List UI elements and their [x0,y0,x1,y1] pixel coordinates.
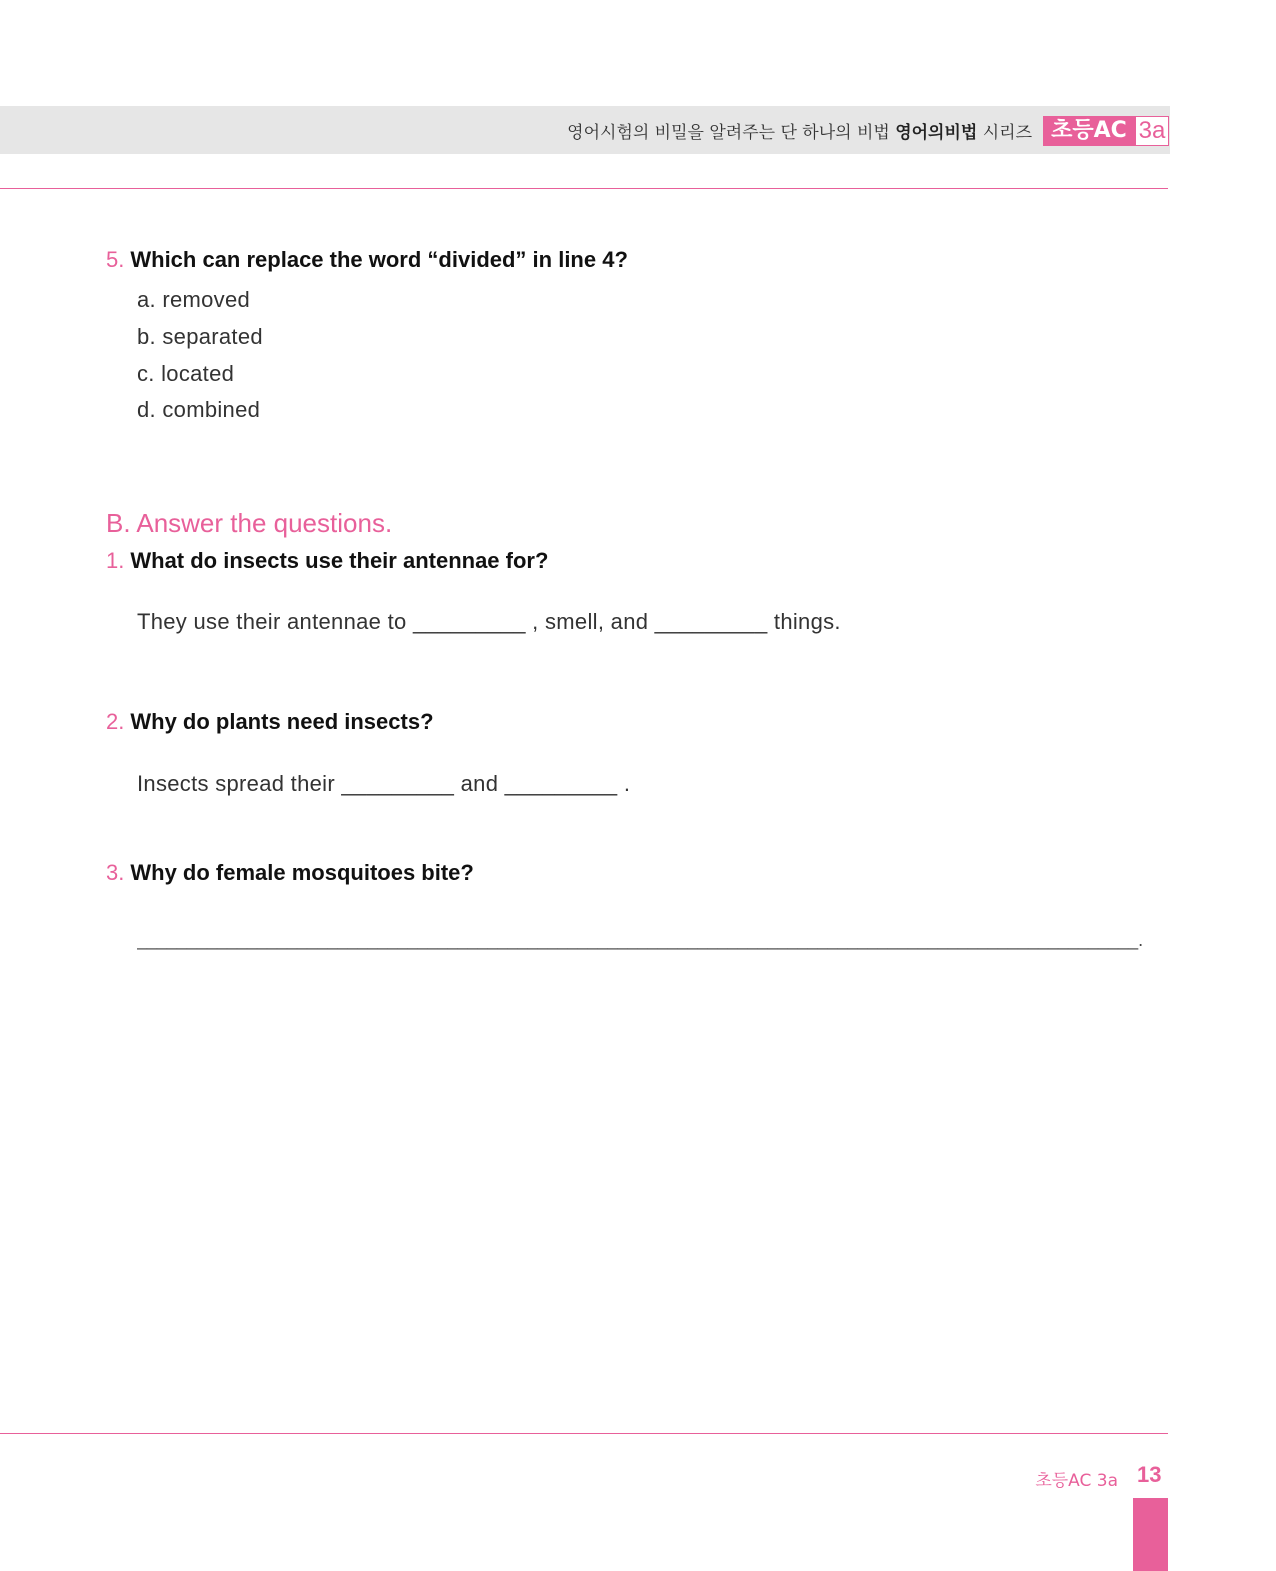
top-divider [0,188,1168,189]
brand-badge: 초등AC [1043,116,1135,146]
option-d: d. combined [137,397,261,422]
option-a: a. removed [137,287,251,312]
option-b: b. separated [137,324,263,349]
option-c: c. located [137,361,235,386]
question-number: 5. [106,247,125,272]
question-text: Which can replace the word “divided” in line 4? [130,247,628,272]
level-badge: 3a [1135,116,1169,146]
question-number: 3. [106,860,125,885]
bottom-divider [0,1433,1168,1434]
answer-b2[interactable]: Insects spread their _________ and _________ . [137,771,631,796]
question-number: 2. [106,709,125,734]
page-tab [1133,1498,1168,1571]
question-5 [106,247,628,273]
series-title [567,118,1032,143]
series-suffix: 시리즈 [977,123,1032,143]
question-text: Why do plants need insects? [130,709,434,734]
series-bold: 영어의비법 [895,123,978,143]
question-text: Why do female mosquitoes bite? [130,860,474,885]
question-b1 [106,548,548,574]
question-b3 [106,860,474,886]
question-b2 [106,709,434,735]
question-text: What do insects use their antennae for? [130,548,549,573]
series-prefix: 영어시험의 비밀을 알려주는 단 하나의 비법 [567,123,896,143]
answer-b1[interactable]: They use their antennae to _________ , smell, and _________ things. [137,609,841,634]
footer-label: 초등AC 3a [1035,1471,1118,1491]
section-b-title: B. Answer the questions. [106,508,393,538]
page-number: 13 [1137,1462,1162,1487]
question-number: 1. [106,548,125,573]
answer-b3[interactable]: ____________________________________________________________________________________________________. [137,930,1144,950]
